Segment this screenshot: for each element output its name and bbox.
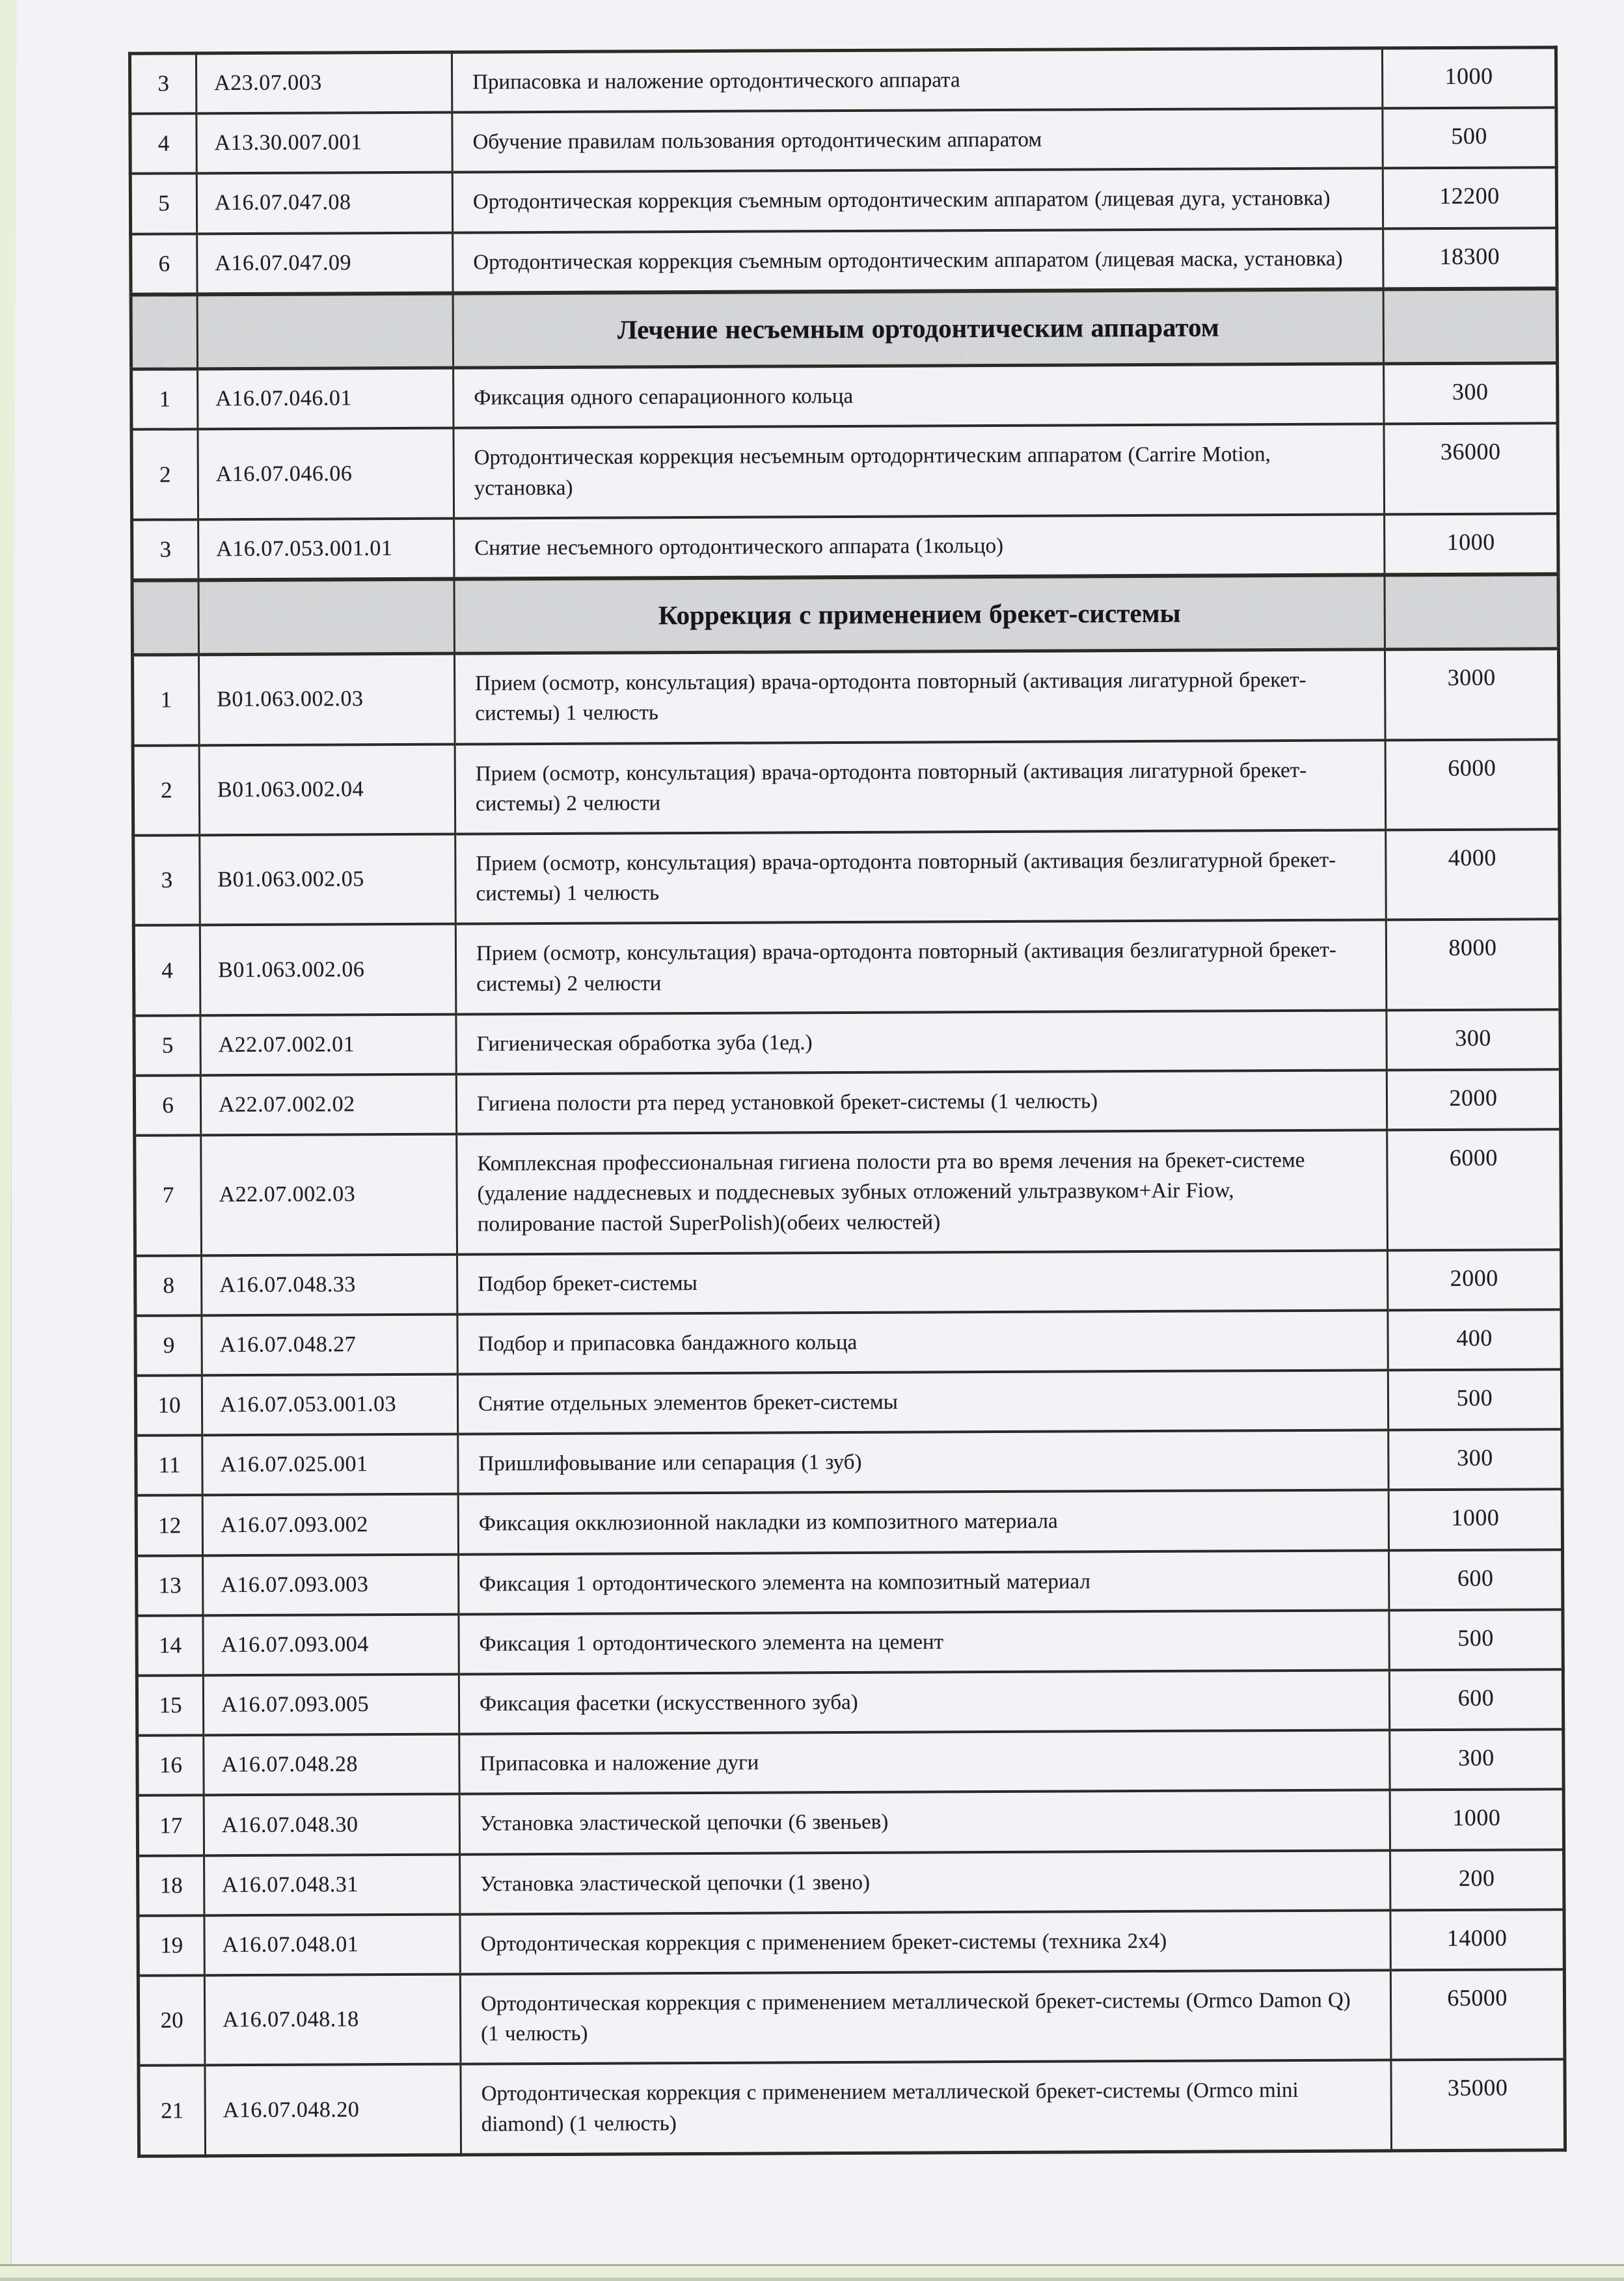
section-empty-code-cell — [197, 293, 453, 369]
row-number-cell: 15 — [137, 1675, 203, 1736]
table-row — [136, 1429, 1562, 1496]
price-cell: 65000 — [1390, 1969, 1565, 2060]
table-row — [135, 1369, 1562, 1436]
section-empty-code-cell — [198, 579, 454, 655]
service-code-cell: A16.07.048.33 — [202, 1254, 457, 1315]
row-number-cell: 1 — [131, 369, 198, 430]
service-description-cell: Прием (осмотр, консультация) врача-ортодонта повторный (активация лигатурной брекет-системы) 1 челюсть — [454, 649, 1385, 744]
row-number-cell: 11 — [136, 1436, 202, 1496]
table-row — [135, 1129, 1562, 1255]
row-number-cell: 5 — [134, 1015, 200, 1076]
price-cell: 2000 — [1388, 1250, 1562, 1310]
service-description-cell: Обучение правилам пользования ортодонтическим аппаратом — [452, 109, 1383, 172]
price-cell: 300 — [1390, 1729, 1563, 1790]
price-list-table — [128, 46, 1567, 2157]
service-code-cell: B01.063.002.04 — [199, 744, 455, 835]
table-row — [135, 1309, 1562, 1376]
table-row — [137, 1729, 1563, 1796]
price-cell: 8000 — [1386, 920, 1560, 1011]
price-cell: 1000 — [1382, 48, 1556, 109]
service-code-cell: A16.07.047.08 — [196, 172, 452, 234]
row-number-cell: 3 — [132, 519, 198, 580]
service-description-cell: Снятие отдельных элементов брекет-системы — [457, 1370, 1388, 1434]
table-row — [138, 1969, 1565, 2066]
row-number-cell: 4 — [130, 114, 196, 174]
table-row — [131, 228, 1557, 295]
service-description-cell: Прием (осмотр, консультация) врача-ортодонта повторный (активация лигатурной брекет-системы) 2 челюсти — [455, 740, 1386, 834]
table-row — [132, 649, 1559, 745]
service-description-cell: Снятие несъемного ортодонтического аппарата (1кольцо) — [454, 514, 1385, 579]
price-table-body — [129, 48, 1565, 2156]
service-code-cell: A22.07.002.02 — [200, 1074, 456, 1136]
row-number-cell: 3 — [129, 53, 196, 114]
price-cell: 1000 — [1388, 1490, 1562, 1550]
service-code-cell: A22.07.002.01 — [200, 1014, 456, 1075]
document-page — [12, 0, 1624, 2266]
table-row — [138, 1909, 1564, 1976]
row-number-cell: 2 — [133, 745, 200, 836]
row-number-cell: 2 — [131, 430, 198, 520]
service-code-cell: A16.07.093.004 — [203, 1614, 459, 1675]
table-row — [138, 1850, 1564, 1916]
service-description-cell: Ортодонтическая коррекция съемным ортодонтическим аппаратом (лицевая дуга, установка) — [452, 169, 1383, 232]
price-cell: 36000 — [1384, 424, 1558, 515]
section-empty-price-cell — [1383, 288, 1557, 364]
service-description-cell: Прием (осмотр, консультация) врача-ортодонта повторный (активация безлигатурной брекет-системы) 1 челюсть — [455, 830, 1387, 924]
service-code-cell: A16.07.046.01 — [198, 368, 453, 429]
service-code-cell: A16.07.053.001.01 — [198, 518, 454, 580]
row-number-cell: 19 — [138, 1915, 204, 1976]
service-code-cell: B01.063.002.05 — [200, 834, 456, 925]
table-row — [133, 829, 1560, 925]
service-code-cell: A16.07.047.09 — [197, 232, 453, 294]
row-number-cell: 16 — [137, 1736, 204, 1796]
table-row — [134, 1009, 1560, 1076]
table-row — [133, 920, 1560, 1016]
service-code-cell: A16.07.025.001 — [202, 1434, 458, 1496]
service-description-cell: Установка эластической цепочки (1 звено) — [460, 1850, 1390, 1914]
table-row — [137, 1669, 1563, 1736]
row-number-cell: 6 — [134, 1075, 200, 1136]
section-empty-price-cell — [1385, 574, 1558, 649]
table-row — [132, 513, 1558, 580]
service-code-cell: A16.07.048.27 — [202, 1315, 457, 1376]
price-cell: 6000 — [1387, 1129, 1562, 1250]
service-code-cell: A13.30.007.001 — [196, 113, 452, 174]
table-row — [139, 2060, 1565, 2156]
service-description-cell: Фиксация одного сепарационного кольца — [453, 364, 1384, 428]
price-cell: 1000 — [1385, 513, 1558, 575]
table-row — [137, 1609, 1563, 1676]
table-row — [136, 1490, 1562, 1556]
service-code-cell: A16.07.053.001.03 — [202, 1374, 457, 1436]
service-description-cell: Установка эластической цепочки (6 звеньев) — [459, 1790, 1390, 1854]
price-cell: 300 — [1388, 1429, 1562, 1490]
price-cell: 500 — [1389, 1609, 1563, 1670]
service-description-cell: Ортодонтическая коррекция съемным ортодонтическим аппаратом (лицевая маска, установка) — [453, 228, 1383, 293]
row-number-cell: 18 — [138, 1855, 204, 1916]
price-cell: 500 — [1388, 1369, 1562, 1430]
service-code-cell: A16.07.093.002 — [202, 1494, 458, 1555]
row-number-cell: 20 — [138, 1975, 205, 2066]
service-code-cell: A16.07.048.30 — [204, 1794, 459, 1855]
price-cell: 18300 — [1383, 228, 1557, 289]
service-code-cell: A16.07.048.28 — [204, 1734, 459, 1796]
table-row — [131, 424, 1558, 520]
row-number-cell: 4 — [133, 925, 200, 1016]
row-number-cell: 14 — [137, 1615, 203, 1676]
service-description-cell: Подбор брекет-системы — [457, 1250, 1388, 1314]
row-number-cell: 13 — [137, 1555, 203, 1616]
service-description-cell: Гигиеническая обработка зуба (1ед.) — [456, 1010, 1387, 1074]
service-description-cell: Ортодонтическая коррекция с применением металлической брекет-системы (Ormco Damon Q) (1 челюсть) — [460, 1970, 1391, 2064]
table-row — [131, 363, 1558, 430]
service-description-cell: Фиксация 1 ортодонтического элемента на цемент — [459, 1610, 1389, 1674]
service-code-cell: A16.07.048.01 — [204, 1914, 460, 1975]
service-description-cell: Ортодонтическая коррекция с применением металлической брекет-системы (Ormco mini diamond) (1 челюсть) — [461, 2060, 1392, 2155]
price-cell: 14000 — [1390, 1909, 1564, 1970]
table-row — [130, 107, 1556, 174]
service-code-cell: A16.07.048.18 — [204, 1974, 461, 2066]
service-description-cell: Ортодонтическая коррекция с применением брекет-системы (техника 2x4) — [460, 1910, 1390, 1974]
price-cell: 6000 — [1385, 739, 1560, 830]
price-cell: 600 — [1389, 1669, 1563, 1730]
price-cell: 600 — [1389, 1550, 1563, 1610]
price-cell: 4000 — [1386, 829, 1560, 920]
scanner-edge-bottom — [0, 2266, 1624, 2281]
service-description-cell: Ортодонтическая коррекция несъемным ортодорнтическим аппаратом (Carrire Motion, установка) — [453, 424, 1385, 519]
service-code-cell: A16.07.048.20 — [205, 2064, 461, 2156]
paper-bottom-edge — [0, 2264, 1624, 2266]
price-cell: 400 — [1388, 1309, 1562, 1370]
service-description-cell: Фиксация окклюзионной накладки из композитного материала — [458, 1490, 1388, 1554]
table-row — [137, 1790, 1563, 1856]
service-code-cell: A16.07.046.06 — [198, 428, 454, 519]
service-code-cell: A16.07.093.005 — [203, 1674, 459, 1736]
price-cell: 12200 — [1383, 168, 1556, 228]
row-number-cell: 8 — [135, 1255, 202, 1316]
scanner-artifact-line — [0, 2278, 1624, 2281]
service-description-cell: Гигиена полости рта перед установкой брекет-системы (1 челюсть) — [456, 1070, 1387, 1134]
row-number-cell: 5 — [130, 174, 196, 234]
price-cell: 200 — [1390, 1850, 1564, 1910]
row-number-cell: 1 — [132, 655, 199, 745]
table-row — [133, 739, 1560, 836]
service-description-cell: Комплексная профессиональная гигиена полости рта во время лечения на брекет-системе (удаление наддесневых и поддесневых зубных отложений ультразвуком+Air Fiow, полирование пастой SuperPolish)(обеих челюстей) — [457, 1130, 1388, 1255]
row-number-cell: 6 — [131, 234, 197, 295]
price-cell: 500 — [1383, 107, 1556, 168]
section-empty-number-cell — [131, 294, 198, 369]
price-cell: 300 — [1387, 1009, 1560, 1070]
service-description-cell: Прием (осмотр, консультация) врача-ортодонта повторный (активация безлигатурной брекет-системы) 2 челюсти — [455, 920, 1387, 1015]
row-number-cell: 10 — [135, 1375, 202, 1436]
row-number-cell: 21 — [139, 2066, 206, 2156]
price-cell: 2000 — [1387, 1069, 1560, 1130]
service-description-cell: Пришлифовывание или сепарация (1 зуб) — [458, 1430, 1388, 1494]
section-header-row — [132, 574, 1558, 655]
service-code-cell: B01.063.002.03 — [198, 653, 455, 745]
section-title: Лечение несъемным ортодонтическим аппаратом — [453, 289, 1383, 368]
service-description-cell: Припасовка и наложение дуги — [459, 1730, 1390, 1794]
service-code-cell: B01.063.002.06 — [200, 924, 456, 1015]
price-cell: 300 — [1384, 363, 1558, 424]
service-code-cell: A23.07.003 — [196, 52, 452, 113]
row-number-cell: 3 — [133, 835, 200, 925]
table-row — [130, 168, 1556, 234]
table-row — [129, 48, 1556, 114]
price-cell: 1000 — [1390, 1790, 1563, 1850]
section-title: Коррекция с применением брекет-системы — [454, 575, 1385, 653]
service-description-cell: Фиксация фасетки (искусственного зуба) — [459, 1670, 1389, 1734]
section-empty-number-cell — [132, 580, 199, 655]
service-code-cell: A16.07.093.003 — [203, 1554, 459, 1615]
service-description-cell: Подбор и припасовка бандажного кольца — [457, 1310, 1388, 1374]
row-number-cell: 17 — [137, 1796, 204, 1856]
section-header-row — [131, 288, 1557, 369]
row-number-cell: 9 — [135, 1315, 202, 1376]
service-description-cell: Припасовка и наложение ортодонтического аппарата — [452, 48, 1382, 113]
price-cell: 35000 — [1391, 2060, 1565, 2151]
table-row — [135, 1250, 1562, 1316]
row-number-cell: 7 — [135, 1135, 202, 1255]
table-row — [137, 1550, 1563, 1616]
price-cell: 3000 — [1385, 649, 1559, 740]
service-description-cell: Фиксация 1 ортодонтического элемента на композитный материал — [459, 1550, 1389, 1614]
service-code-cell: A16.07.048.31 — [204, 1854, 460, 1915]
service-code-cell: A22.07.002.03 — [201, 1134, 457, 1255]
row-number-cell: 12 — [136, 1496, 202, 1556]
table-row — [134, 1069, 1560, 1136]
